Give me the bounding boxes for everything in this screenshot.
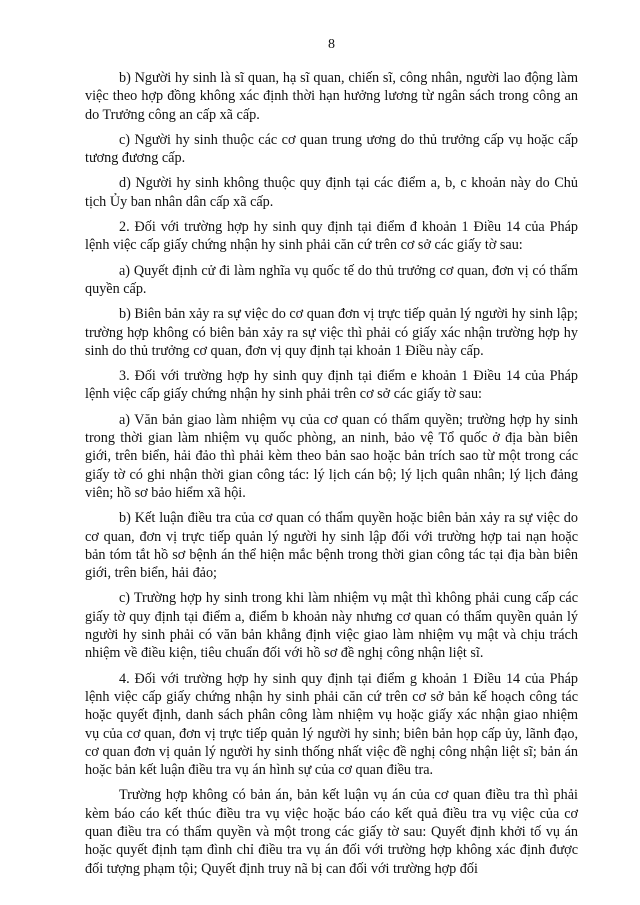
paragraph-3a: a) Văn bản giao làm nhiệm vụ của cơ quan có thẩm quyền; trường hợp hy sinh trong thời gian làm nhiệm vụ quốc phòng, an ninh, bảo vệ Tổ quốc ở địa bàn biên giới, trên biển, hải đảo thì phải kèm theo bản sao hoặc bản trích sao từ một trong các giấy tờ có ghi nhận thời gian công tác: lý lịch cán bộ; lý lịch quân nhân; lý lịch đảng viên; hồ sơ bảo hiểm xã hội. bbox=[85, 411, 578, 501]
paragraph-1d: d) Người hy sinh không thuộc quy định tại các điểm a, b, c khoản này do Chủ tịch Ủy ban nhân dân cấp xã cấp. bbox=[85, 175, 578, 210]
paragraph-4-continued: Trường hợp không có bản án, bản kết luận vụ án của cơ quan điều tra thì phải kèm báo cáo kết thúc điều tra vụ việc hoặc báo cáo kết quả điều tra vụ việc của cơ quan điều tra có thẩm quyền và một trong các giấy tờ sau: Quyết định khởi tố vụ án hoặc quyết định tạm đình chỉ điều tra vụ án đối với trường hợp không xác định được đối tượng phạm tội; Quyết định truy nã bị can đối với trường hợp đối bbox=[85, 787, 578, 877]
paragraph-3: 3. Đối với trường hợp hy sinh quy định tại điểm e khoản 1 Điều 14 của Pháp lệnh việc cấp giấy chứng nhận hy sinh phải trên cơ sở các giấy tờ sau: bbox=[85, 368, 578, 403]
paragraph-1b: b) Người hy sinh là sĩ quan, hạ sĩ quan, chiến sĩ, công nhân, người lao động làm việc theo hợp đồng không xác định thời hạn hưởng lương từ ngân sách trong công an do Trưởng công an cấp xã cấp. bbox=[85, 70, 578, 123]
paragraph-1c: c) Người hy sinh thuộc các cơ quan trung ương do thủ trưởng cấp vụ hoặc cấp tương đương cấp. bbox=[85, 131, 578, 167]
paragraph-2: 2. Đối với trường hợp hy sinh quy định tại điểm đ khoản 1 Điều 14 của Pháp lệnh việc cấp giấy chứng nhận hy sinh phải căn cứ trên cơ sở các giấy tờ sau: bbox=[85, 219, 578, 254]
paragraph-3c: c) Trường hợp hy sinh trong khi làm nhiệm vụ mật thì không phải cung cấp các giấy tờ quy định tại điểm a, điểm b khoản này nhưng cơ quan có thẩm quyền quản lý người hy sinh phải có văn bản khẳng định việc giao làm nhiệm vụ mật và chịu trách nhiệm về điều kiện, tiêu chuẩn đối với hồ sơ đề nghị công nhận liệt sĩ. bbox=[85, 590, 578, 662]
paragraph-2b: b) Biên bản xảy ra sự việc do cơ quan đơn vị trực tiếp quản lý người hy sinh lập; trường hợp không có biên bản xảy ra sự việc thì phải có giấy xác nhận trường hợp hy sinh do thủ trưởng cơ quan, đơn vị quy định tại khoản 1 Điều này cấp. bbox=[85, 306, 578, 359]
page-number: 8 bbox=[328, 37, 335, 52]
paragraph-3b: b) Kết luận điều tra của cơ quan có thẩm quyền hoặc biên bản xảy ra sự việc do cơ quan, đơn vị trực tiếp quản lý người hy sinh lập đối với trường hợp tai nạn hoặc bản tóm tắt hồ sơ bệnh án thể hiện mắc bệnh trong thời gian công tác tại địa bàn biên giới, trên biển, hải đảo; bbox=[85, 510, 578, 582]
paragraph-4: 4. Đối với trường hợp hy sinh quy định tại điểm g khoản 1 Điều 14 của Pháp lệnh việc cấp giấy chứng nhận hy sinh phải căn cứ trên cơ sở bản kế hoạch công tác hoặc quyết định, danh sách phân công làm nhiệm vụ hoặc giấy xác nhận giao nhiệm vụ của cơ quan, đơn vị trực tiếp quản lý người hy sinh; biên bản họp cấp ủy, lãnh đạo, cơ quan đơn vị quản lý người hy sinh thống nhất việc đề nghị công nhận liệt sĩ; bản án hoặc bản kết luận điều tra vụ án hình sự của cơ quan điều tra. bbox=[85, 670, 578, 779]
paragraph-2a: a) Quyết định cử đi làm nghĩa vụ quốc tế do thủ trưởng cơ quan, đơn vị có thẩm quyền cấp. bbox=[85, 262, 578, 297]
